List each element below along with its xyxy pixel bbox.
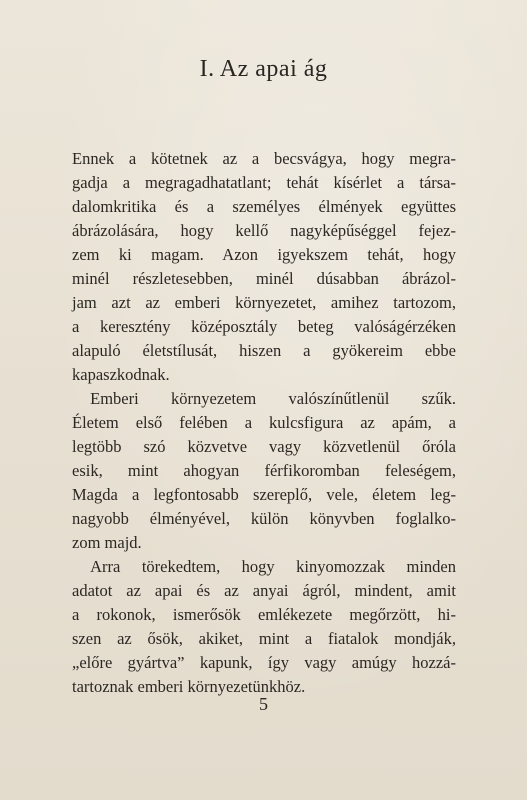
text-line: zem ki magam. Azon igyekszem tehát, hogy <box>72 245 456 264</box>
text-line: dalomkritika és a személyes élmények együttes <box>72 197 456 216</box>
text-line: Ennek a kötetnek az a becsvágya, hogy megra- <box>72 149 456 168</box>
body-text <box>72 147 456 699</box>
text-line: Arra törekedtem, hogy kinyomozzak minden <box>90 557 456 576</box>
text-line: kapaszkodnak. <box>72 365 170 384</box>
paragraph-2 <box>72 387 456 555</box>
text-line: Emberi környezetem valószínűtlenül szűk. <box>90 389 456 408</box>
paragraph-1 <box>72 147 456 387</box>
text-line: adatot az apai és az anyai ágról, mindent, amit <box>72 581 456 600</box>
text-line: Életem első felében a kulcsfigura az apám, a <box>72 413 456 432</box>
text-line: jam azt az emberi környezetet, amihez tartozom, <box>72 293 456 312</box>
text-line: a rokonok, ismerősök emlékezete megőrzött, hi- <box>72 605 456 624</box>
text-line: zom majd. <box>72 533 142 552</box>
chapter-title: I. Az apai ág <box>199 56 328 82</box>
text-line: tartoznak emberi környezetünkhöz. <box>72 677 306 696</box>
paragraph-3 <box>72 555 456 699</box>
text-line: Magda a legfontosabb szereplő, vele, életem leg- <box>72 485 456 504</box>
text-line: minél részletesebben, minél dúsabban ábrázol- <box>72 269 456 288</box>
text-line: szen az ősök, akiket, mint a fiatalok mondják, <box>72 629 456 648</box>
text-line: nagyobb élményével, külön könyvben foglalko- <box>72 509 456 528</box>
text-line: legtöbb szó közvetve vagy közvetlenül őróla <box>72 437 456 456</box>
text-line: esik, mint ahogyan férfikoromban feleségem, <box>72 461 456 480</box>
text-line: gadja a megragadhatatlant; tehát kísérlet a társa- <box>72 173 456 192</box>
text-line: „előre gyártva” kapunk, így vagy amúgy hozzá- <box>72 653 456 672</box>
page-number: 5 <box>259 694 268 714</box>
text-line: alapuló életstílusát, hiszen a gyökereim ebbe <box>72 341 456 360</box>
text-line: ábrázolására, hogy kellő nagyképűséggel fejez- <box>72 221 456 240</box>
text-line: a keresztény középosztály beteg valóságérzéken <box>72 317 456 336</box>
